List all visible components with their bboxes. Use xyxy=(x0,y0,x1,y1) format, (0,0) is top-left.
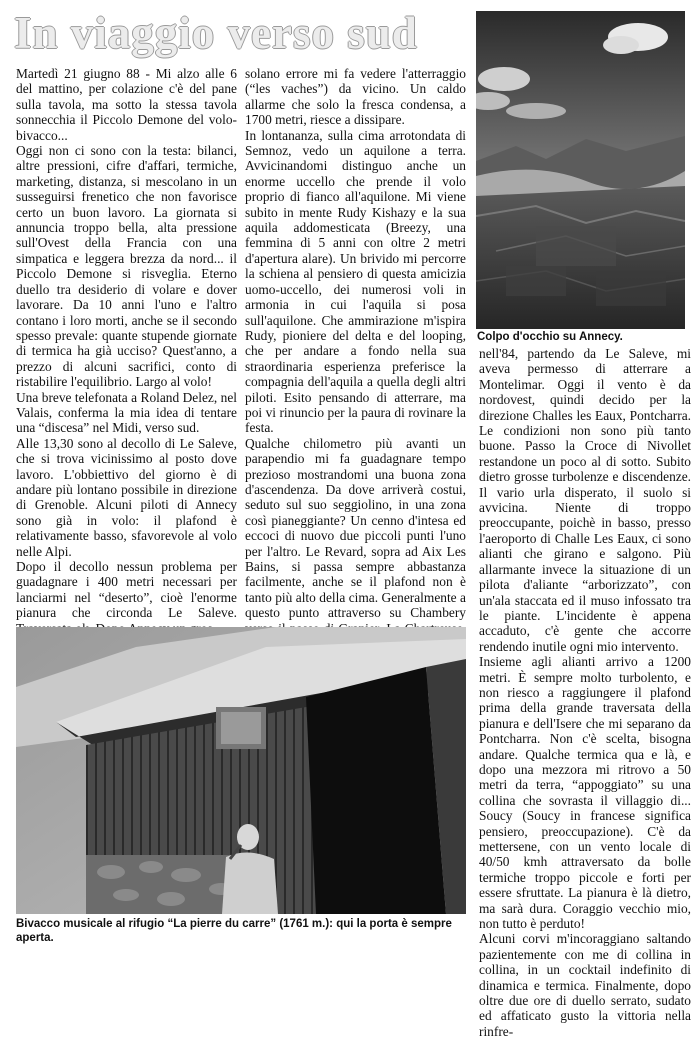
refuge-photo xyxy=(16,627,466,914)
paragraph: nell'84, partendo da Le Saleve, mi aveva permesso di atterrare a Montelimar. Oggi il vento è da nordovest, quindi decido per la direzione Challes les Eaux, Pontcharra. Le condizioni non sono più tanto buone. Passo la Croce di Nivollet restandone un poco al di sotto. Subito dietro grosse turbolenze e discendenze. Il vario urla disperato, il suolo si avvicina. Niente di troppo preoccupante, poichè in basso, presso l'aeroporto di Challe Les Eaux, ci sono alianti che girano e salgono. Più allarmante invece la situazione di un pilota d'aliante “arborizzato”, con un'ala staccata ed il muso infossato tra le piante. L'incidente è appena accaduto, c'è gente che accorre rendendo inutile ogni mio intervento. xyxy=(479,346,691,654)
paragraph: In lontananza, sulla cima arrotondata di Semnoz, vedo un aquilone a terra. Avvicinandomi distinguo anche un enorme uccello che prende il volo proprio di fianco all'aquilone. Mi viene subito in mente Rudy Kishazy e la sua aquila addomesticata (Breezy, una femmina di 5 anni con oltre 2 metri d'apertura alare). Un brivido mi percorre la schiena al pensiero di questa amicizia uomo-uccello, dei numerosi voli in armonia in cui l'aquila si posa sull'aquilone. Che ammirazione m'ispira Rudy, pioniere del delta e del looping, che per andare a fondo nella sua straordinaria esperienza preferisce la compagnia dell'aquila a quella degli altri piloti. Esito pensando di atterrare, ma poi vi rinuncio per la paura di rovinare la festa. xyxy=(245,127,466,436)
paragraph: Martedì 21 giugno 88 - Mi alzo alle 6 del mattino, per colazione c'è del pane sulla tavola, ma sotto la stessa tavola sonnecchia il Piccolo Demone del volo-bivacco... xyxy=(16,66,237,143)
paragraph: Una breve telefonata a Roland Delez, nel Valais, conferma la mia idea di tentare una “discesa” nel Midi, verso sud. xyxy=(16,389,237,436)
photo-caption-top: Colpo d'occhio su Annecy. xyxy=(477,331,623,343)
text-column-3 xyxy=(479,346,691,1039)
paragraph: Qualche chilometro più avanti un parapendio mi fa guadagnare tempo prezioso mostrandomi una buona zona d'ascendenza. Da dove arriverà costui, seduto sul suo seggiolino, in una zona così pianeggiante? Un cenno d'intesa ed eccoci di nuovo due piccoli punti l'uno per l'altro. Le Revard, sopra ad Aix Les Bains, si passa sempre abbastanza facilmente, anche se il plafond non è tanto più alto della cima. Generalmente a questo punto attraverso su Chambery xyxy=(245,435,466,621)
article-title: In viaggio verso sud xyxy=(14,8,418,58)
annecy-aerial-photo xyxy=(476,11,685,329)
paragraph: solano errore mi fa vedere l'atterraggio (“les vaches”) da vicino. Un caldo allarme che solo la fresca condensa, a 1700 metri, riesce a dissipare. xyxy=(245,66,466,128)
paragraph: Oggi non ci sono con la testa: bilanci, altre pressioni, cifre d'affari, termiche, marketing, distanza, si mescolano in un susseguirsi frenetico che non favorisce certo un buon lavoro. La giornata si annuncia troppo bella, alta pressione sull'Ovest della Francia con una simpatica e leggera brezza da nord... il Piccolo Demone si risveglia. Eterno duello tra desiderio di volare e dover lavorare. Da 10 anni l'uno e l'altro contano i loro morti, anche se il secondo spesso prevale: quante stupende giornate di termica ha già ucciso? Quest'anno, a prezzo di alcuni sacrifici, conto di ristabilire l'equilibrio. Largo al volo! xyxy=(16,143,237,390)
paragraph: Insieme agli alianti arrivo a 1200 metri. È sempre molto turbolento, e non riesco a raggiungere il plafond prima della grande traversata della pianura e dell'Isere che mi separano da Pontcharra. Non c'è scelta, bisogna andare. Qualche termica qua e là, e dopo una mezzora mi ritrovo a 50 metri da terra, “appoggiato” su una collina che sovrasta il villaggio di... Soucy (Soucy in francese significa pensiero, preoccupazione). C'è da mettersene, con un vento locale di 40/50 kmh attraversato da bolle termiche troppo piccole e forti per essere sfruttate. La pianura è là dietro, ma sarà dura. Coraggio vecchio mio, non tutto è perduto! xyxy=(479,654,691,932)
text-column-2 xyxy=(245,66,466,621)
paragraph: Dopo il decollo nessun problema per guadagnare i 400 metri necessari per lanciarmi nel “deserto”, cioè l'enorme pianura che circonda Le Saleve. xyxy=(16,559,237,621)
photo-caption-bottom: Bivacco musicale al rifugio “La pierre du carre” (1761 m.): qui la porta è sempre aperta. xyxy=(16,918,452,944)
paragraph: Alle 13,30 sono al decollo di Le Saleve, che si trova vicinissimo al posto dove lavoro. L'obbiettivo del giorno è di andare più lontano possibile in direzione di Grenoble. Alcuni piloti di Annecy sono già in volo: il plafond è relativamente basso, sfavorevole al volo nelle Alpi. xyxy=(16,435,237,559)
paragraph: Alcuni corvi m'incoraggiano saltando pazientemente con me di collina in collina, in un cocktail indefinito di dinamica e termica. Finalmente, dopo oltre due ore di duello serrato, sudato ed affaticato gusto la vittoria nella rinfre- xyxy=(479,931,691,1039)
text-column-1 xyxy=(16,66,237,621)
